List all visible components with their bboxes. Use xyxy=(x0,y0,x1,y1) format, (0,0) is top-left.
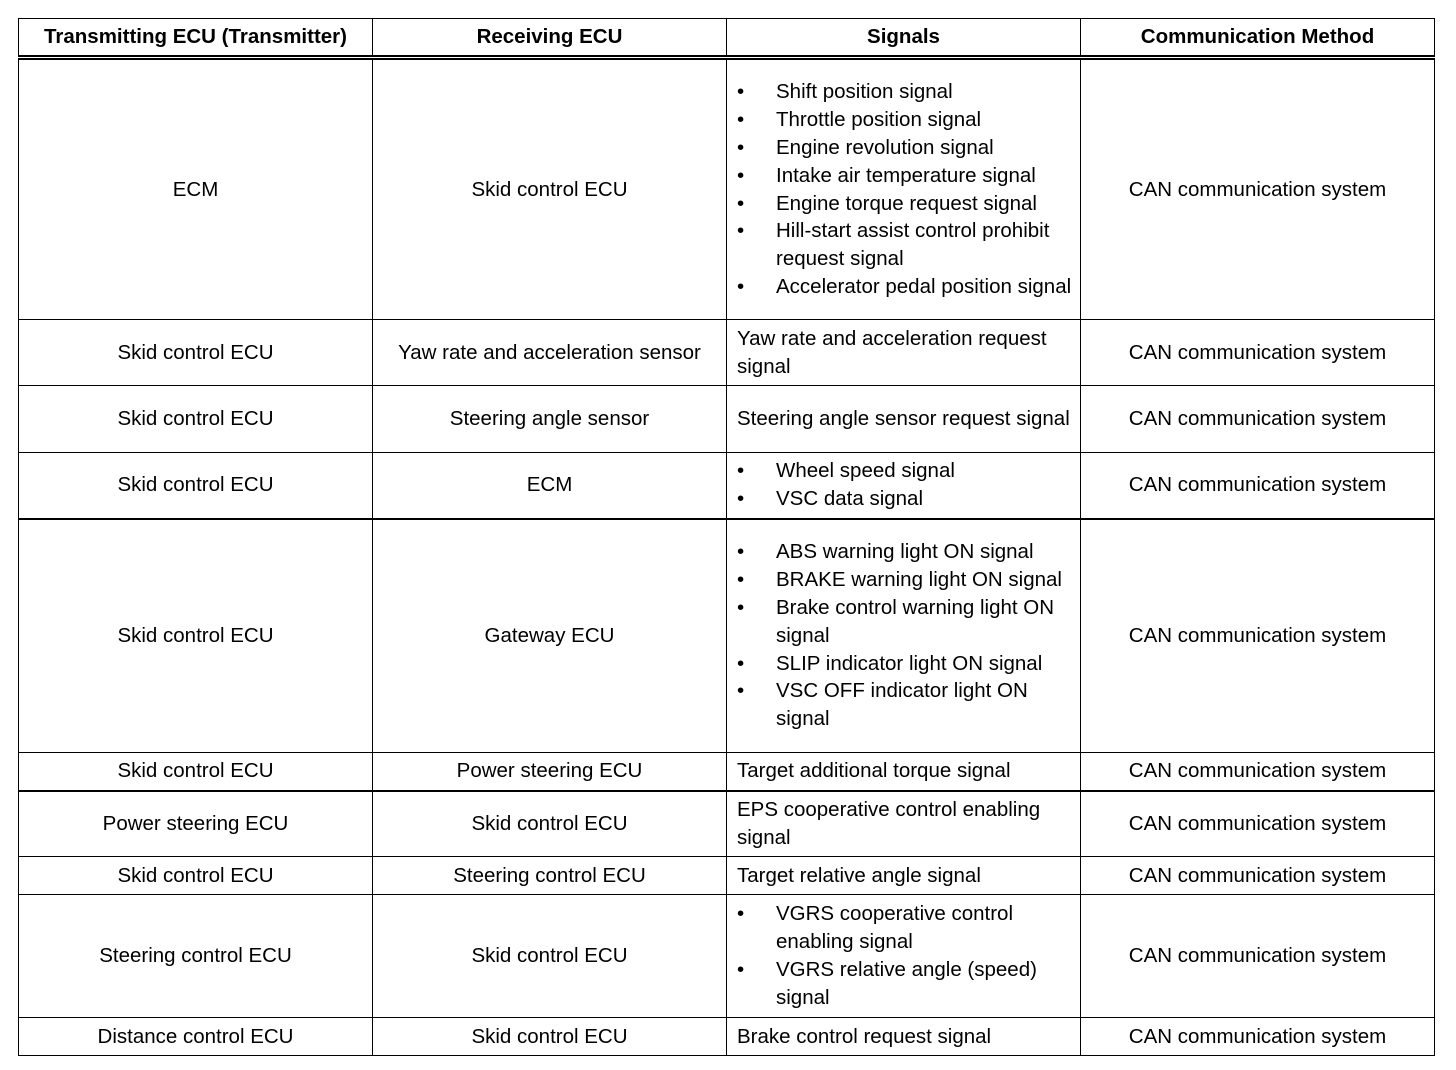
method-cell: CAN communication system xyxy=(1081,320,1435,386)
signal-item: • VGRS cooperative control enabling signal xyxy=(737,900,1072,956)
table-row xyxy=(19,58,1435,320)
signal-item: • BRAKE warning light ON signal xyxy=(737,566,1072,594)
signal-list xyxy=(737,457,1072,513)
method-cell: CAN communication system xyxy=(1081,857,1435,895)
transmitter-cell: Skid control ECU xyxy=(19,753,373,791)
header-communication-method: Communication Method xyxy=(1081,19,1435,58)
signal-item: • Engine revolution signal xyxy=(737,134,1072,162)
receiver-cell: Power steering ECU xyxy=(373,753,727,791)
signals-cell xyxy=(727,753,1081,791)
receiver-cell: Skid control ECU xyxy=(373,895,727,1018)
method-cell: CAN communication system xyxy=(1081,386,1435,453)
signal-text: EPS cooperative control enabling signal xyxy=(737,797,1041,849)
signal-item: • Intake air temperature signal xyxy=(737,162,1072,190)
receiver-cell: Skid control ECU xyxy=(373,791,727,857)
transmitter-cell: Power steering ECU xyxy=(19,791,373,857)
signal-item: • SLIP indicator light ON signal xyxy=(737,650,1072,678)
table-row xyxy=(19,895,1435,1018)
receiver-cell: Skid control ECU xyxy=(373,1018,727,1056)
transmitter-cell: Skid control ECU xyxy=(19,386,373,453)
signal-item: • Wheel speed signal xyxy=(737,457,1072,485)
table-row xyxy=(19,753,1435,791)
header-receiving-ecu: Receiving ECU xyxy=(373,19,727,58)
table-row xyxy=(19,320,1435,386)
method-cell: CAN communication system xyxy=(1081,791,1435,857)
table-row xyxy=(19,386,1435,453)
signal-item: • Hill-start assist control prohibit request signal xyxy=(737,217,1072,273)
method-cell: CAN communication system xyxy=(1081,453,1435,519)
signal-item: • VSC data signal xyxy=(737,485,1072,513)
transmitter-cell: ECM xyxy=(19,58,373,320)
signals-cell xyxy=(727,386,1081,453)
table-row xyxy=(19,519,1435,753)
transmitter-cell: Steering control ECU xyxy=(19,895,373,1018)
signals-cell xyxy=(727,453,1081,519)
signal-item: • VSC OFF indicator light ON signal xyxy=(737,677,1072,733)
table-row xyxy=(19,453,1435,519)
signals-cell xyxy=(727,791,1081,857)
method-cell: CAN communication system xyxy=(1081,753,1435,791)
receiver-cell: Gateway ECU xyxy=(373,519,727,753)
transmitter-cell: Skid control ECU xyxy=(19,453,373,519)
transmitter-cell: Skid control ECU xyxy=(19,320,373,386)
signal-text: Steering angle sensor request signal xyxy=(737,407,1070,431)
signal-item: • Engine torque request signal xyxy=(737,190,1072,218)
header-row xyxy=(19,19,1435,58)
signals-cell xyxy=(727,58,1081,320)
table-header xyxy=(19,19,1435,58)
signal-item: • VGRS relative angle (speed) signal xyxy=(737,956,1072,1012)
method-cell: CAN communication system xyxy=(1081,519,1435,753)
table-row xyxy=(19,857,1435,895)
signal-item: • ABS warning light ON signal xyxy=(737,538,1072,566)
receiver-cell: ECM xyxy=(373,453,727,519)
signals-cell xyxy=(727,1018,1081,1056)
signal-text: Brake control request signal xyxy=(737,1024,992,1048)
signals-cell xyxy=(727,895,1081,1018)
signals-cell xyxy=(727,857,1081,895)
header-transmitting-ecu: Transmitting ECU (Transmitter) xyxy=(19,19,373,58)
signal-list xyxy=(737,78,1072,300)
transmitter-cell: Skid control ECU xyxy=(19,857,373,895)
ecu-communication-table xyxy=(18,18,1435,1056)
table-row xyxy=(19,1018,1435,1056)
signal-text: Target additional torque signal xyxy=(737,759,1011,783)
receiver-cell: Skid control ECU xyxy=(373,58,727,320)
signals-cell xyxy=(727,320,1081,386)
signal-item: • Brake control warning light ON signal xyxy=(737,594,1072,650)
signal-list xyxy=(737,900,1072,1011)
transmitter-cell: Skid control ECU xyxy=(19,519,373,753)
signal-item: • Accelerator pedal position signal xyxy=(737,273,1072,301)
table-body xyxy=(19,58,1435,1056)
signal-item: • Throttle position signal xyxy=(737,106,1072,134)
transmitter-cell: Distance control ECU xyxy=(19,1018,373,1056)
table-row xyxy=(19,791,1435,857)
signal-text: Target relative angle signal xyxy=(737,863,981,887)
method-cell: CAN communication system xyxy=(1081,895,1435,1018)
signal-list xyxy=(737,538,1072,733)
signals-cell xyxy=(727,519,1081,753)
receiver-cell: Steering control ECU xyxy=(373,857,727,895)
signal-item: • Shift position signal xyxy=(737,78,1072,106)
header-signals: Signals xyxy=(727,19,1081,58)
receiver-cell: Steering angle sensor xyxy=(373,386,727,453)
signal-text: Yaw rate and acceleration request signal xyxy=(737,326,1047,378)
receiver-cell: Yaw rate and acceleration sensor xyxy=(373,320,727,386)
method-cell: CAN communication system xyxy=(1081,1018,1435,1056)
method-cell: CAN communication system xyxy=(1081,58,1435,320)
